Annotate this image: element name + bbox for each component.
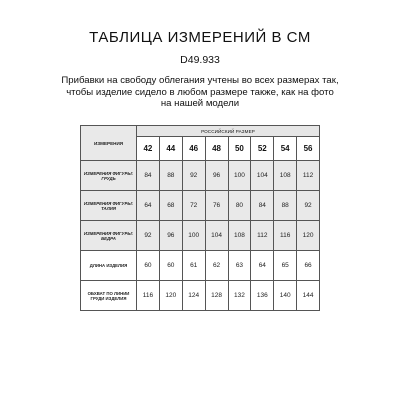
cell-value: 92 xyxy=(137,221,160,251)
cell-value: 120 xyxy=(159,281,182,311)
row-label: ИЗМЕРЕНИЯ ФИГУРЫ: ТАЛИЯ xyxy=(81,191,137,221)
cell-value: 68 xyxy=(159,191,182,221)
cell-value: 60 xyxy=(137,251,160,281)
size-header: 48 xyxy=(205,137,228,161)
corner-label: ИЗМЕРЕНИЯ xyxy=(81,126,137,161)
size-header: 50 xyxy=(228,137,251,161)
cell-value: 104 xyxy=(205,221,228,251)
cell-value: 104 xyxy=(251,161,274,191)
cell-value: 120 xyxy=(297,221,320,251)
product-code: D49.933 xyxy=(180,54,220,66)
cell-value: 64 xyxy=(251,251,274,281)
cell-value: 128 xyxy=(205,281,228,311)
size-header: 42 xyxy=(137,137,160,161)
cell-value: 62 xyxy=(205,251,228,281)
cell-value: 88 xyxy=(159,161,182,191)
cell-value: 124 xyxy=(182,281,205,311)
cell-value: 76 xyxy=(205,191,228,221)
cell-value: 116 xyxy=(274,221,297,251)
cell-value: 140 xyxy=(274,281,297,311)
row-label: ИЗМЕРЕНИЯ ФИГУРЫ: ГРУДЬ xyxy=(81,161,137,191)
cell-value: 92 xyxy=(297,191,320,221)
cell-value: 72 xyxy=(182,191,205,221)
cell-value: 100 xyxy=(182,221,205,251)
cell-value: 80 xyxy=(228,191,251,221)
cell-value: 112 xyxy=(297,161,320,191)
cell-value: 108 xyxy=(228,221,251,251)
cell-value: 96 xyxy=(159,221,182,251)
cell-value: 112 xyxy=(251,221,274,251)
size-header: 44 xyxy=(159,137,182,161)
cell-value: 66 xyxy=(297,251,320,281)
row-label: ИЗМЕРЕНИЯ ФИГУРЫ: БЕДРА xyxy=(81,221,137,251)
cell-value: 100 xyxy=(228,161,251,191)
table-row xyxy=(81,281,320,311)
size-header: 56 xyxy=(297,137,320,161)
size-table xyxy=(80,125,320,311)
cell-value: 88 xyxy=(274,191,297,221)
row-label: ДЛИНА ИЗДЕЛИЯ xyxy=(81,251,137,281)
cell-value: 60 xyxy=(159,251,182,281)
cell-value: 61 xyxy=(182,251,205,281)
cell-value: 63 xyxy=(228,251,251,281)
table-row xyxy=(81,191,320,221)
cell-value: 84 xyxy=(137,161,160,191)
cell-value: 136 xyxy=(251,281,274,311)
group-header: РОССИЙСКИЙ РАЗМЕР xyxy=(137,126,320,137)
cell-value: 64 xyxy=(137,191,160,221)
table-row xyxy=(81,221,320,251)
size-header: 54 xyxy=(274,137,297,161)
cell-value: 96 xyxy=(205,161,228,191)
size-header: 46 xyxy=(182,137,205,161)
cell-value: 144 xyxy=(297,281,320,311)
size-header: 52 xyxy=(251,137,274,161)
cell-value: 132 xyxy=(228,281,251,311)
cell-value: 92 xyxy=(182,161,205,191)
cell-value: 108 xyxy=(274,161,297,191)
table-row xyxy=(81,251,320,281)
cell-value: 116 xyxy=(137,281,160,311)
page-title: ТАБЛИЦА ИЗМЕРЕНИЙ В СМ xyxy=(89,29,311,46)
cell-value: 65 xyxy=(274,251,297,281)
table-row xyxy=(81,161,320,191)
cell-value: 84 xyxy=(251,191,274,221)
fit-note: Прибавки на свободу облегания учтены во всех размерах так, чтобы изделие сидело в любом размере также, как на фото на нашей модели xyxy=(61,75,339,109)
row-label: ОБХВАТ ПО ЛИНИИ ГРУДИ ИЗДЕЛИЯ xyxy=(81,281,137,311)
